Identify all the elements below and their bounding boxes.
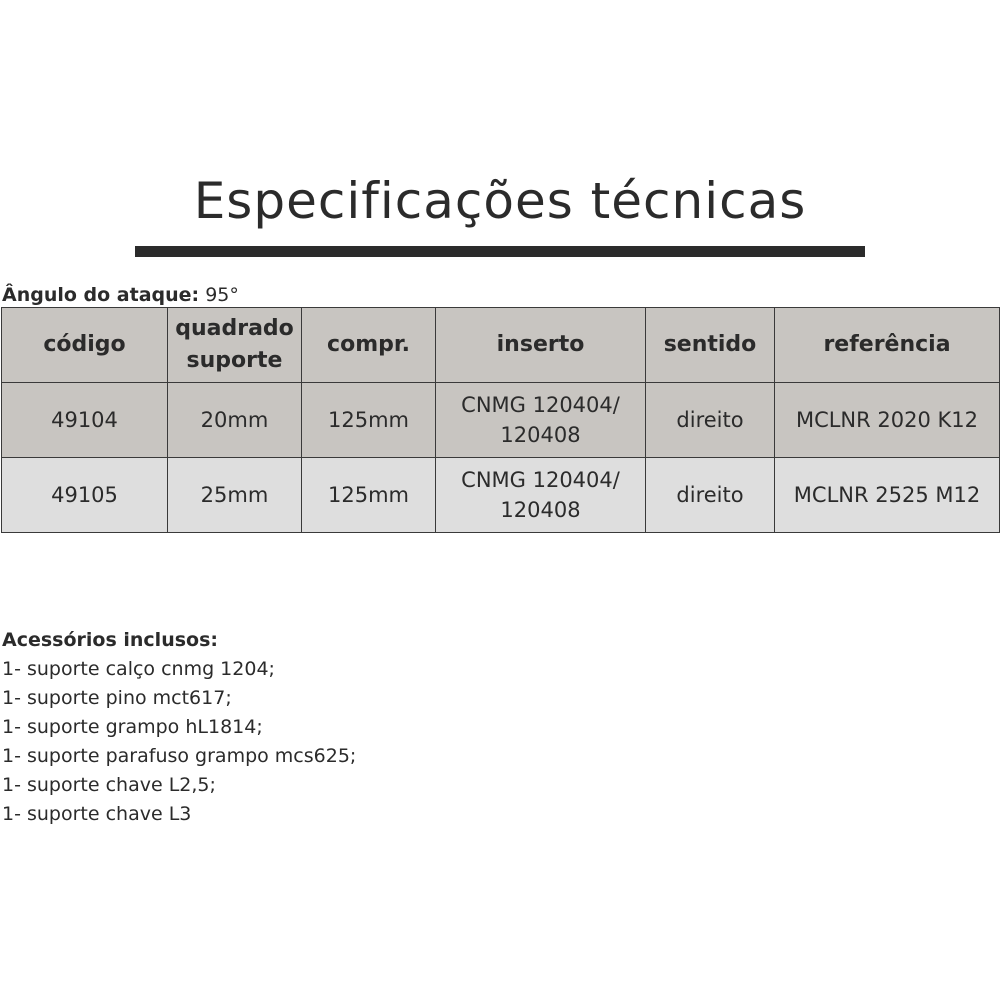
- attack-angle: [2, 283, 239, 307]
- accessory-item: 1- suporte chave L2,5;: [2, 774, 216, 796]
- cell-inserto: [436, 458, 646, 533]
- cell-quadrado: 20mm: [168, 383, 302, 458]
- title-underline: [135, 246, 865, 257]
- accessories-section: [2, 626, 356, 829]
- cell-inserto: [436, 383, 646, 458]
- cell-referencia: MCLNR 2525 M12: [775, 458, 1000, 533]
- cell-codigo: 49104: [2, 383, 168, 458]
- cell-compr: 125mm: [302, 383, 436, 458]
- header-sentido: sentido: [646, 308, 775, 383]
- cell-compr: 125mm: [302, 458, 436, 533]
- cell-inserto-line1: CNMG 120404/: [461, 468, 620, 492]
- accessory-item: 1- suporte chave L3: [2, 803, 192, 825]
- header-codigo: código: [2, 308, 168, 383]
- accessories-title: Acessórios inclusos:: [2, 629, 218, 651]
- cell-sentido: direito: [646, 383, 775, 458]
- cell-quadrado: 25mm: [168, 458, 302, 533]
- header-inserto: inserto: [436, 308, 646, 383]
- cell-referencia: MCLNR 2020 K12: [775, 383, 1000, 458]
- table-header-row: [2, 308, 1000, 383]
- header-quadrado-line1: quadrado: [175, 316, 294, 341]
- cell-inserto-line1: CNMG 120404/: [461, 393, 620, 417]
- header-compr: compr.: [302, 308, 436, 383]
- accessory-item: 1- suporte calço cnmg 1204;: [2, 658, 275, 680]
- page-title: Especificações técnicas: [193, 172, 807, 230]
- header-quadrado-line2: suporte: [186, 348, 283, 373]
- cell-codigo: 49105: [2, 458, 168, 533]
- header-quadrado-suporte: [168, 308, 302, 383]
- attack-angle-label: Ângulo do ataque:: [2, 284, 200, 306]
- table-row: [2, 458, 1000, 533]
- cell-inserto-line2: 120408: [500, 498, 581, 522]
- cell-inserto-line2: 120408: [500, 423, 581, 447]
- cell-sentido: direito: [646, 458, 775, 533]
- spec-table: [1, 307, 1000, 533]
- accessory-item: 1- suporte pino mct617;: [2, 687, 232, 709]
- header-referencia: referência: [775, 308, 1000, 383]
- accessory-item: 1- suporte parafuso grampo mcs625;: [2, 745, 357, 767]
- accessory-item: 1- suporte grampo hL1814;: [2, 716, 263, 738]
- attack-angle-value: 95°: [205, 284, 239, 306]
- table-row: [2, 383, 1000, 458]
